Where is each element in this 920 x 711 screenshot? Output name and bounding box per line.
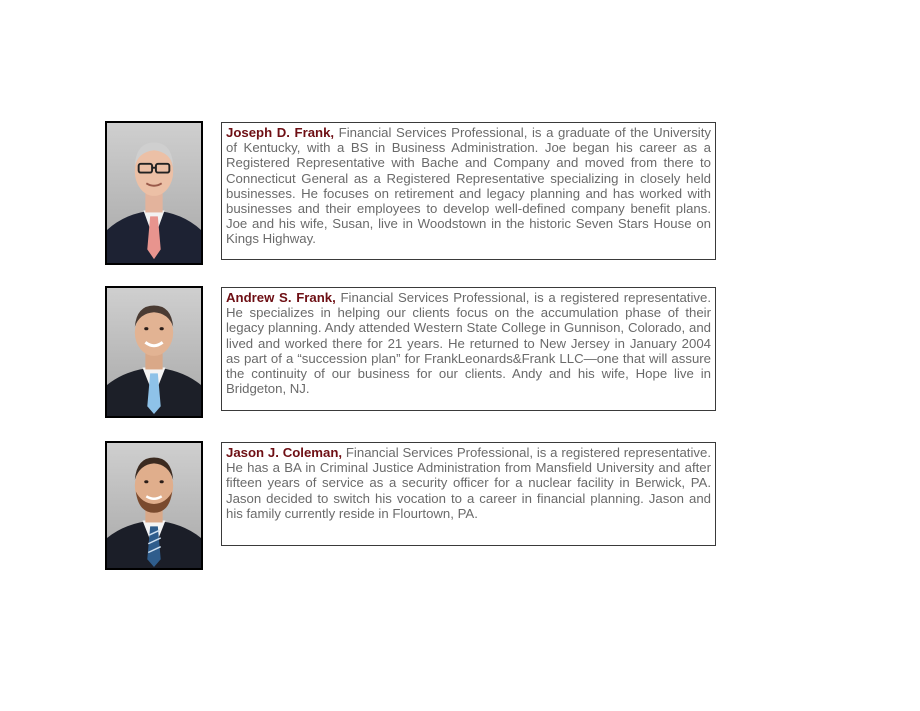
bio-text: Financial Services Professional, is a graduate of the University of Kentucky, with a BS in Business Administration. Joe began his career as a Registered Representative with Bache and Company and moved from there to Connecticut General as a Registered Representative specializing in closely held businesses. He focuses on retirement and legacy planning and has worked with businesses and their employees to develop well-defined company benefit plans. Joe and his wife, Susan, live in Woodstown in the historic Seven Stars House on Kings Highway.	[226, 125, 711, 247]
person-name: Andrew S. Frank,	[226, 290, 336, 305]
person-name: Jason J. Coleman,	[226, 445, 343, 460]
bio-text: Financial Services Professional, is a registered representative. He specializes in helping our clients focus on the accumulation phase of their legacy planning. Andy attended Western State College in Gunnison, Colorado, and lived and worked there for 21 years. He returned to New Jersey in January 2004 as part of a “succession plan” for FrankLeonards&Frank LLC—one that will assure the continuity of our business for our clients. Andy and his wife, Hope live in Bridgeton, NJ.	[226, 290, 711, 397]
bio-box-andrew-frank	[221, 287, 716, 411]
bio-text: Financial Services Professional, is a registered representative. He has a BA in Criminal Justice Administration from Mansfield University and after fifteen years of service as a security officer for a nuclear facility in Berwick, PA. Jason decided to switch his vocation to a career in financial planning. Jason and his family currently reside in Flourtown, PA.	[226, 445, 711, 521]
person-name: Joseph D. Frank,	[226, 125, 335, 140]
portrait-photo-joseph-frank	[105, 121, 203, 265]
bio-box-jason-coleman	[221, 442, 716, 546]
portrait-photo-andrew-frank	[105, 286, 203, 418]
bio-box-joseph-frank	[221, 122, 716, 260]
portrait-photo-jason-coleman	[105, 441, 203, 570]
